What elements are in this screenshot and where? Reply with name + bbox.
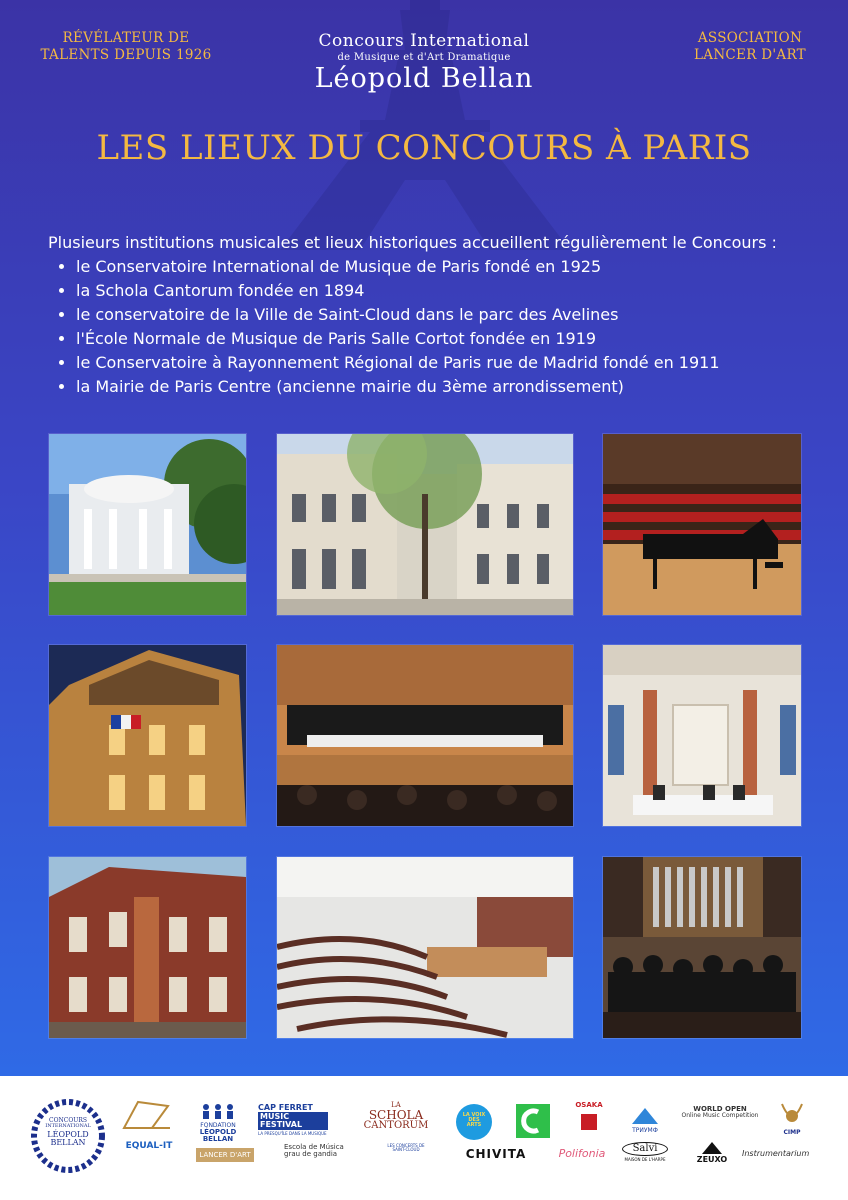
brand-line1: Concours International	[318, 31, 530, 51]
schola-line2: SCHOLA	[368, 1108, 424, 1122]
cap-ferret-logo	[258, 1104, 328, 1134]
la-voix-line2: DES	[468, 1117, 480, 1123]
instrumentarium-logo	[742, 1150, 818, 1164]
venue-item: • le Conservatoire à Rayonnement Régional de Paris rue de Madrid fondé en 1911	[76, 351, 800, 375]
la-voix-des-arts-logo	[456, 1104, 492, 1140]
chivita-logo	[458, 1148, 534, 1164]
photo-auditorium-seats	[276, 856, 574, 1039]
tagline-left-line2: TALENTS DEPUIS 1926	[40, 47, 212, 63]
zeuxo-wings-icon	[702, 1142, 722, 1154]
photo-courtyard-trees	[276, 433, 574, 616]
photo-columned-hall-jury	[602, 644, 802, 827]
intro-section	[48, 231, 800, 399]
world-open-line2: Online Music Competition	[681, 1112, 759, 1119]
photo-mairie-night	[48, 644, 247, 827]
fondation-logo	[188, 1102, 248, 1142]
salvi-logo	[622, 1142, 668, 1168]
triumph-label: ТРИУМФ	[632, 1127, 658, 1134]
salvi-tagline: MAISON DE L'HARPE	[624, 1157, 666, 1162]
cimp-logo	[774, 1102, 810, 1140]
photo-concert-hall-piano	[602, 433, 802, 616]
bellan-logo	[30, 1098, 106, 1174]
tagline-left	[40, 30, 212, 64]
venue-list	[48, 255, 800, 399]
chivita-label: CHIVITA	[465, 1147, 527, 1161]
triumph-logo	[626, 1104, 664, 1140]
la-voix-line3: ARTS	[466, 1122, 482, 1128]
photo-brick-facade	[48, 856, 247, 1039]
c-shape-icon	[516, 1104, 550, 1138]
lancer-art-logo	[196, 1148, 254, 1162]
bird-wings-icon	[630, 1104, 660, 1126]
tagline-right	[690, 30, 810, 64]
bellan-logo-line2: INTERNATIONAL	[45, 1123, 91, 1129]
osaka-logo	[572, 1102, 606, 1138]
venue-item: • la Mairie de Paris Centre (ancienne mairie du 3ème arrondissement)	[76, 375, 800, 399]
tagline-right-line2: LANCER D'ART	[694, 47, 806, 63]
polifonia-logo	[554, 1148, 610, 1164]
tagline-left-line1: RÉVÉLATEUR DE	[62, 30, 190, 46]
green-c-logo	[516, 1104, 550, 1138]
cimp-label: CIMP	[783, 1129, 801, 1136]
world-open-line1: WORLD OPEN	[693, 1105, 747, 1113]
bellan-logo-line1: CONCOURS	[49, 1117, 87, 1124]
osaka-label: OSAKA	[575, 1101, 603, 1109]
lyre-icon	[777, 1102, 807, 1128]
brand-line2: de Musique et d'Art Dramatique	[337, 52, 511, 63]
escola-line2: grau de gandia	[284, 1150, 338, 1158]
bellan-logo-line4: BELLAN	[50, 1138, 86, 1147]
saint-cloud-logo	[378, 1144, 434, 1166]
brand-title	[260, 30, 588, 94]
escola-line1: Escola de Música	[284, 1143, 344, 1151]
fondation-line2: LÉOPOLD BELLAN	[199, 1128, 237, 1143]
brand-line3: Léopold Bellan	[314, 63, 534, 94]
cap-ferret-line1: CAP FERRET	[258, 1103, 313, 1112]
equal-it-logo	[118, 1142, 180, 1162]
harp-logo	[118, 1096, 176, 1132]
harp-icon	[118, 1096, 176, 1132]
venue-item: • le Conservatoire International de Musique de Paris fondé en 1925	[76, 255, 800, 279]
venue-item: • la Schola Cantorum fondée en 1894	[76, 279, 800, 303]
venue-item: • l'École Normale de Musique de Paris Salle Cortot fondée en 1919	[76, 327, 800, 351]
saint-cloud-line2: SAINT-CLOUD	[392, 1147, 420, 1152]
cap-ferret-tagline: LA PRESQU'ÎLE DANS LA MUSIQUE	[258, 1131, 327, 1136]
photo-organ-hall-group	[602, 856, 802, 1039]
schola-line1: LA	[391, 1101, 401, 1109]
bellan-logo-line3: LÉOPOLD	[47, 1130, 89, 1139]
schola-line3: CANTORUM	[363, 1120, 429, 1131]
instrumentarium-label: Instrumentarium	[742, 1149, 810, 1158]
tagline-right-line1: ASSOCIATION	[697, 30, 803, 46]
photo-white-villa	[48, 433, 247, 616]
polifonia-label: Polifonia	[558, 1147, 606, 1160]
escola-logo	[284, 1144, 354, 1166]
page-title: LES LIEUX DU CONCOURS À PARIS	[96, 128, 752, 168]
world-open-logo	[680, 1106, 760, 1132]
zeuxo-label: ZEUXO	[696, 1155, 728, 1164]
lancer-art-label: LANCER D'ART	[199, 1151, 251, 1159]
sponsor-footer	[0, 1076, 848, 1200]
equal-it-label: EQUAL-IT	[125, 1141, 173, 1151]
schola-cantorum-logo	[358, 1102, 434, 1136]
cap-ferret-line2: MUSIC FESTIVAL	[258, 1112, 328, 1130]
salvi-label: Salvi	[622, 1142, 668, 1156]
saint-cloud-line1: LES CONCERTS DE	[387, 1143, 425, 1148]
people-icon	[198, 1102, 238, 1120]
la-voix-line1: LA VOIX	[462, 1112, 486, 1118]
fondation-line1: FONDATION	[200, 1122, 236, 1129]
osaka-emblem-icon	[578, 1111, 600, 1133]
zeuxo-logo	[696, 1142, 728, 1166]
venue-item: • le conservatoire de la Ville de Saint-Cloud dans le parc des Avelines	[76, 303, 800, 327]
photo-group-on-stage	[276, 644, 574, 827]
intro-paragraph: Plusieurs institutions musicales et lieux historiques accueillent régulièrement le Concours :	[48, 233, 777, 252]
